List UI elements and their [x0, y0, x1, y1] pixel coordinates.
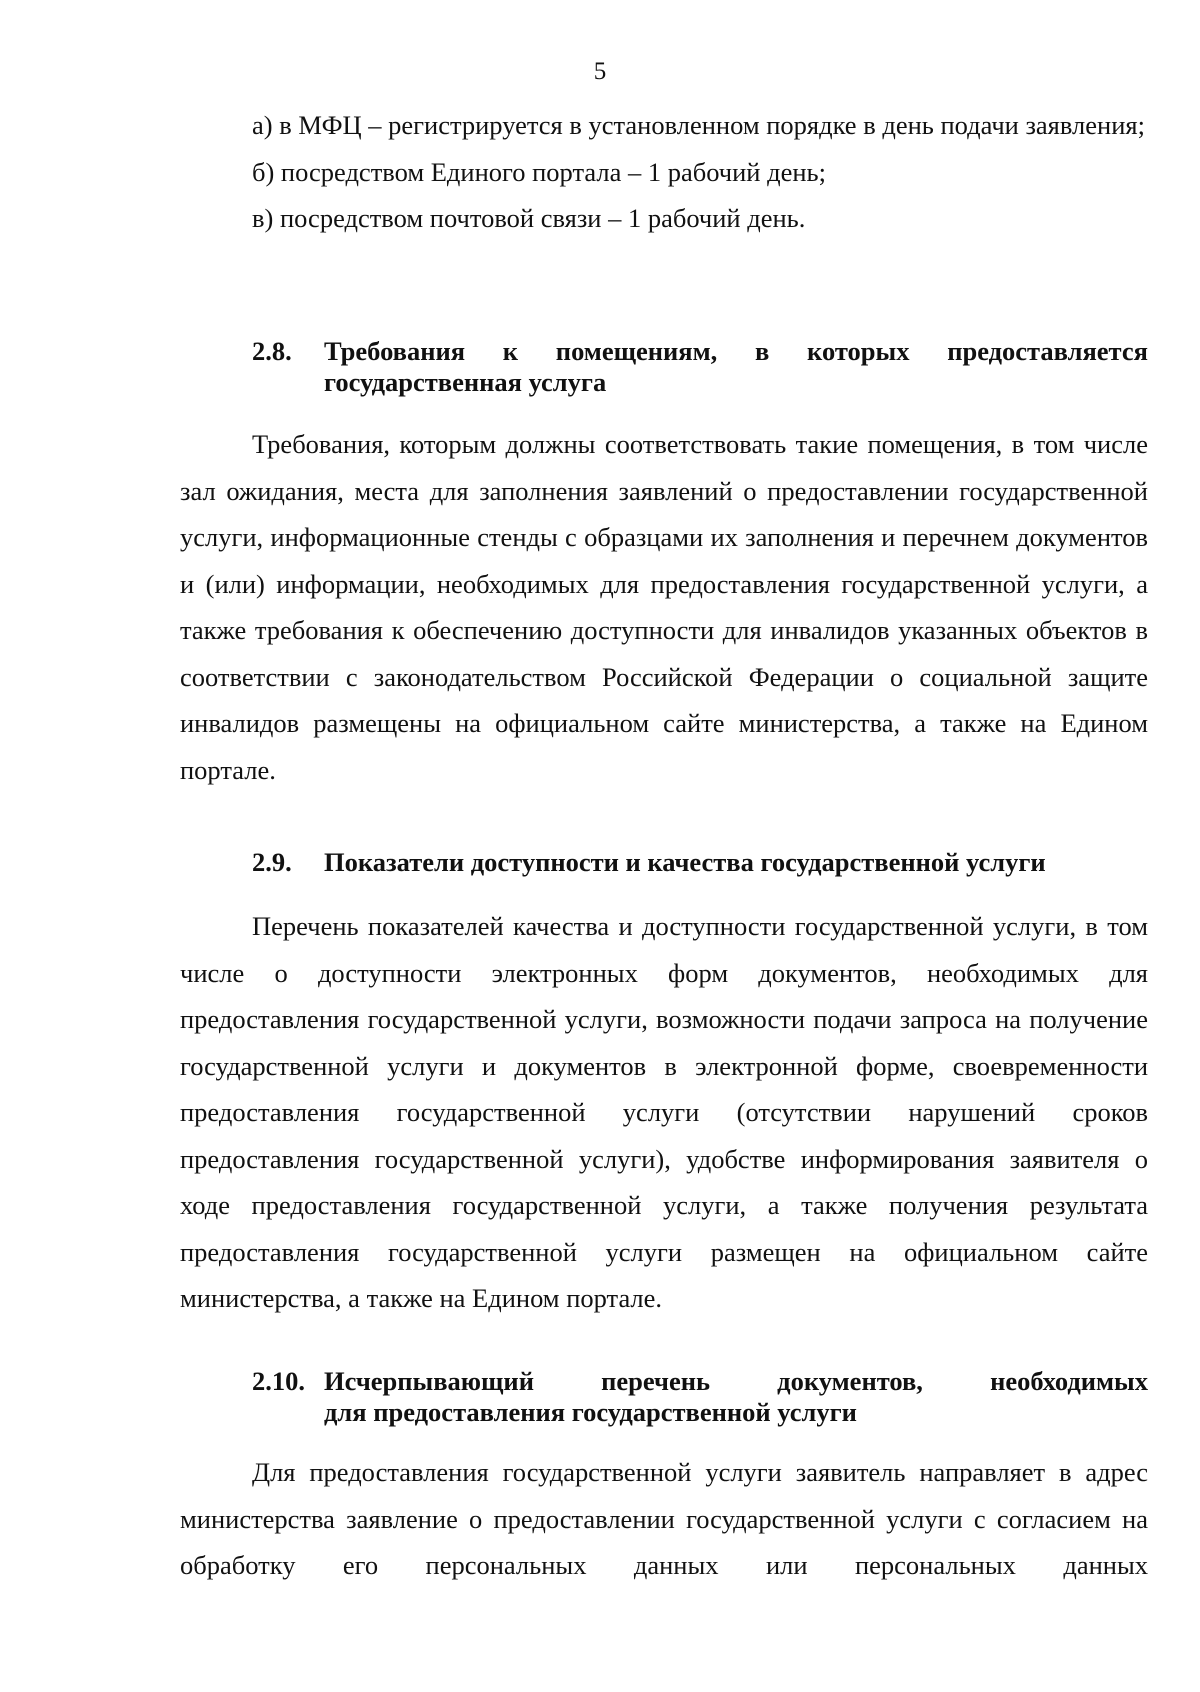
- section-2-10-body: [180, 1449, 1148, 1589]
- section-number: 2.9.: [252, 847, 292, 877]
- section-number: 2.10.: [252, 1366, 305, 1396]
- section-title-line1: Требования к помещениям, в которых предоставляется: [324, 336, 1148, 366]
- page-number: 5: [593, 58, 607, 85]
- section-2-9-paragraph: Перечень показателей качества и доступности государственной услуги, в том числе о доступности электронных форм документов, необходимых для предоставления государственной услуги, возможности подачи запроса на получение государственной услуги и документов в электронной форме, своевременности предоставления государственной услуги (отсутствии нарушений сроков предоставления государственной услуги), удобстве информирования заявителя о ходе предоставления государственной услуги, а также получения результата предоставления государственной услуги размещен на официальном сайте министерства, а также на Едином портале.: [180, 911, 1148, 1313]
- section-2-10-paragraph: Для предоставления государственной услуги заявитель направляет в адрес министерства заявление о предоставлении государственной услуги с согласием на обработку его персональных данных или персональных данных: [180, 1457, 1148, 1580]
- section-2-8-paragraph: Требования, которым должны соответствовать такие помещения, в том числе зал ожидания, места для заполнения заявлений о предоставлении государственной услуги, информационные стенды с образцами их заполнения и перечнем документов и (или) информации, необходимых для предоставления государственной услуги, а также требования к обеспечению доступности для инвалидов указанных объектов в соответствии с законодательством Российской Федерации о социальной защите инвалидов размещены на официальном сайте министерства, а также на Едином портале.: [180, 429, 1148, 785]
- section-2-8-heading: [180, 336, 1148, 398]
- item-a-paragraph: а) в МФЦ – регистрируется в установленном порядке в день подачи заявления;: [252, 110, 1145, 140]
- section-2-10-heading: [180, 1366, 1148, 1428]
- section-title: [324, 336, 1148, 398]
- section-title-line2: государственная услуга: [324, 367, 607, 397]
- section-2-9-body: [180, 903, 1148, 1322]
- item-b-paragraph: б) посредством Единого портала – 1 рабочий день;: [252, 156, 826, 187]
- section-title-line2: для предоставления государственной услуги: [324, 1397, 857, 1427]
- section-title-line1: Исчерпывающий перечень документов, необходимых: [324, 1366, 1148, 1396]
- section-title: [324, 1366, 1148, 1428]
- section-title: Показатели доступности и качества государственной услуги: [324, 847, 1046, 877]
- intro-items: [180, 102, 1148, 242]
- section-2-8-body: [180, 421, 1148, 793]
- section-number: 2.8.: [252, 336, 292, 366]
- item-c-paragraph: в) посредством почтовой связи – 1 рабочий день.: [252, 203, 806, 233]
- section-2-9-heading: [180, 847, 1148, 878]
